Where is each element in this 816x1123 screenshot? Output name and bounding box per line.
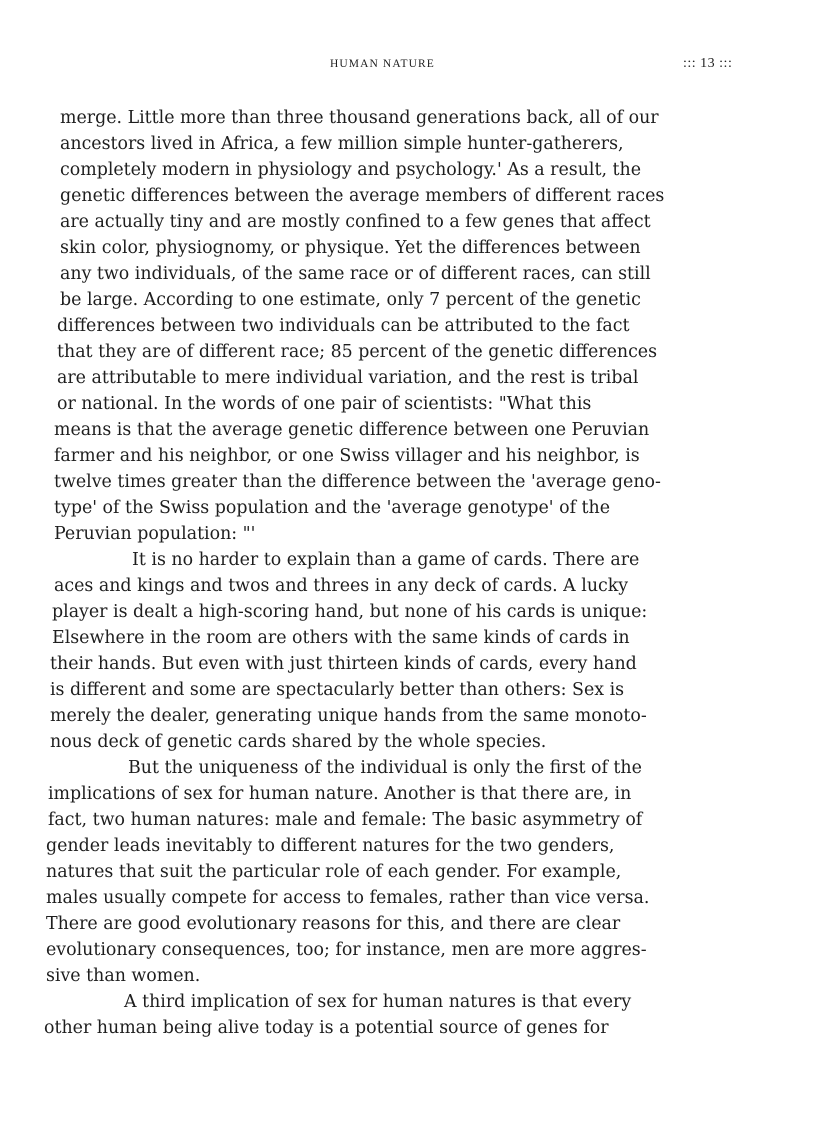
text-line: Elsewhere in the room are others with the same kinds of cards in [52, 628, 630, 648]
page-number: ::: 13 ::: [683, 56, 733, 71]
paragraph-first-line: It is no harder to explain than a game of cards. There are [132, 550, 640, 570]
text-line: nous deck of genetic cards shared by the whole species. [50, 732, 547, 752]
text-line: aces and kings and twos and threes in any deck of cards. A lucky [54, 576, 629, 596]
text-line: evolutionary consequences, too; for instance, men are more aggres- [46, 940, 647, 960]
text-line: genetic differences between the average members of different races [60, 186, 665, 206]
text-line: differences between two individuals can be attributed to the fact [57, 316, 630, 336]
text-line: farmer and his neighbor, or one Swiss villager and his neighbor, is [54, 446, 640, 466]
text-line: gender leads inevitably to different natures for the two genders, [46, 836, 615, 856]
paragraph-first-line: A third implication of sex for human natures is that every [124, 992, 632, 1012]
text-line: their hands. But even with just thirteen kinds of cards, every hand [50, 654, 637, 674]
text-line: completely modern in physiology and psychology.' As a result, the [60, 160, 641, 180]
paragraph-first-line: But the uniqueness of the individual is only the first of the [128, 758, 642, 778]
text-line: males usually compete for access to females, rather than vice versa. [46, 888, 650, 908]
text-line: be large. According to one estimate, only 7 percent of the genetic [60, 290, 641, 310]
text-line: means is that the average genetic difference between one Peruvian [54, 420, 650, 440]
text-line: sive than women. [46, 966, 201, 986]
text-line: There are good evolutionary reasons for this, and there are clear [46, 914, 621, 934]
text-line: type' of the Swiss population and the 'average genotype' of the [54, 498, 611, 518]
text-line: merely the dealer, generating unique hands from the same monoto- [50, 706, 647, 726]
text-line: that they are of different race; 85 percent of the genetic differences [57, 342, 658, 362]
text-line: implications of sex for human nature. Another is that there are, in [48, 784, 632, 804]
text-line: ancestors lived in Africa, a few million simple hunter-gatherers, [60, 134, 624, 154]
text-line: Peruvian population: "' [54, 524, 256, 544]
text-line: merge. Little more than three thousand generations back, all of our [60, 108, 659, 128]
running-head: HUMAN NATURE [330, 58, 435, 70]
text-line: skin color, physiognomy, or physique. Yet the differences between [60, 238, 641, 258]
text-line: twelve times greater than the difference between the 'average geno- [54, 472, 661, 492]
text-line: player is dealt a high-scoring hand, but none of his cards is unique: [52, 602, 648, 622]
text-line: are actually tiny and are mostly confined to a few genes that affect [60, 212, 651, 232]
text-line: are attributable to mere individual variation, and the rest is tribal [57, 368, 639, 388]
text-line: is different and some are spectacularly better than others: Sex is [50, 680, 625, 700]
text-line: natures that suit the particular role of each gender. For example, [46, 862, 622, 882]
text-line: any two individuals, of the same race or of different races, can still [60, 264, 651, 284]
text-line: fact, two human natures: male and female: The basic asymmetry of [48, 810, 643, 830]
text-line: or national. In the words of one pair of scientists: "What this [57, 394, 592, 414]
text-line: other human being alive today is a potential source of genes for [44, 1018, 609, 1038]
